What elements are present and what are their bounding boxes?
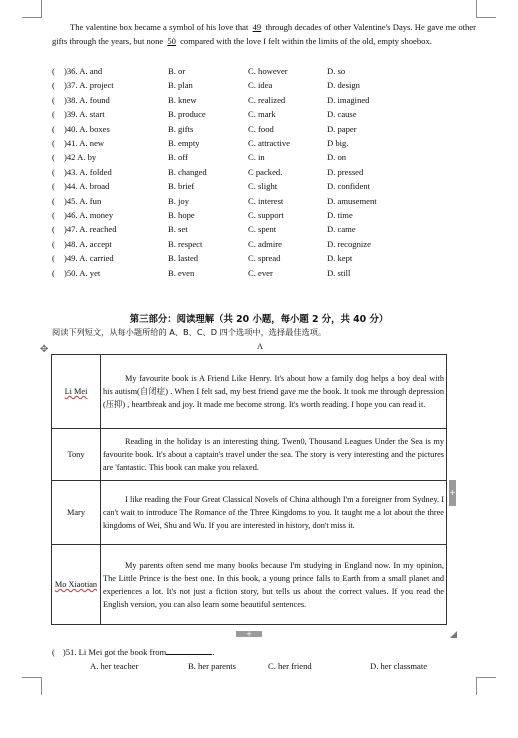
question-51 — [52, 645, 214, 659]
option-d: D. came — [327, 224, 356, 235]
question-stem: )51. Li Mei got the book from — [62, 647, 167, 657]
crop-mark-bottom-right-h — [476, 677, 496, 678]
option-d: D. amusement — [327, 195, 377, 206]
option-c: C. idea — [248, 80, 273, 91]
book-description[interactable] — [101, 355, 447, 429]
option-d: D. her classmate — [370, 661, 428, 671]
answer-paren[interactable]: ( — [52, 253, 55, 264]
option-c: C. spent — [248, 224, 277, 235]
table-row — [52, 429, 447, 481]
answer-paren[interactable]: ( — [52, 123, 55, 134]
table-row — [52, 545, 447, 625]
option-d: D. so — [327, 66, 346, 76]
person-name: Mo Xiaotian — [54, 580, 98, 589]
cloze-passage — [52, 20, 476, 49]
crop-mark-bottom-left-v — [41, 677, 42, 695]
crop-mark-bottom-right-v — [476, 677, 477, 695]
option-b: B. joy — [168, 195, 190, 206]
answer-paren[interactable]: ( — [52, 181, 55, 192]
option-a: )36. A. and — [64, 66, 103, 76]
option-a: )37. A. project — [64, 80, 114, 91]
answer-paren[interactable]: ( — [52, 210, 55, 220]
option-c: C. food — [248, 123, 274, 134]
option-d: D. cause — [327, 109, 357, 120]
person-name: Tony — [67, 450, 85, 459]
answer-paren[interactable]: ( — [52, 224, 55, 235]
table-row — [52, 481, 447, 545]
option-d: D. pressed — [327, 166, 364, 177]
answer-paren[interactable]: ( — [52, 267, 55, 278]
option-c: C. her friend — [268, 661, 312, 671]
option-c: C. spread — [248, 253, 281, 264]
option-d: D. confident — [327, 181, 370, 192]
answer-paren[interactable]: ( — [52, 138, 55, 148]
option-a: )43. A. folded — [64, 166, 112, 177]
option-b: B. gifts — [168, 123, 194, 134]
passage-text-3: compared with the love I felt within the limits of the old, empty shoebox. — [177, 36, 432, 47]
add-row-button[interactable]: + — [236, 631, 262, 637]
option-b: B. brief — [168, 181, 195, 192]
option-a: )38. A. found — [64, 94, 110, 105]
option-d: D. time — [327, 210, 353, 220]
answer-paren[interactable]: ( — [52, 195, 55, 206]
add-column-button[interactable]: + — [449, 480, 456, 506]
option-a: )49. A. carried — [64, 253, 114, 264]
option-b: B. lasted — [168, 253, 199, 264]
description-text: I like reading the Four Great Classical Novels of China although I'm a foreigner from Sydney. I can't wait to introduce The Romance of the Three Kingdoms to you. It taught me a lot about the three kingdoms of Wei, Shu and Wu. If you are interested in history, don't miss it. — [103, 495, 444, 530]
table-move-handle-icon[interactable]: ✥ — [40, 344, 49, 355]
passage-text-2: through decades of other Valentine's Days. He gave me other gifts through the years, but none — [52, 22, 476, 47]
option-c: C. attractive — [248, 138, 290, 148]
blank-49: 49 — [252, 22, 262, 32]
option-a: )50. A. yet — [64, 267, 101, 278]
option-c: C. support — [248, 210, 284, 220]
option-b: B. set — [168, 224, 188, 235]
question-51-options — [52, 659, 472, 673]
option-c: C. realized — [248, 94, 286, 105]
table-resize-handle[interactable] — [450, 631, 457, 638]
option-b: B. hope — [168, 210, 195, 220]
option-d: D. recognize — [327, 238, 371, 249]
option-c: C. mark — [248, 109, 276, 120]
crop-mark-top-left-v — [41, 0, 42, 18]
option-a: )44. A. broad — [64, 181, 110, 192]
description-text: Reading in the holiday is an interesting thing. Twen0, Thousand Leagues Under the Sea is my favourite book. It's about a captain's travel under the sea. The story is very interesting and the pictures are 'fantastic. This book can make you relaxed. — [103, 437, 444, 472]
option-b: B. respect — [168, 238, 203, 249]
table-row — [52, 355, 447, 429]
option-b: B. even — [168, 267, 195, 278]
option-a: )48. A. accept — [64, 238, 112, 249]
option-a: A. her teacher — [90, 661, 139, 671]
person-name-cell — [52, 481, 101, 545]
crop-mark-top-left-h — [22, 17, 42, 18]
reading-table — [51, 354, 447, 625]
book-description[interactable] — [101, 481, 447, 545]
option-b: B. plan — [168, 80, 193, 91]
answer-blank[interactable] — [166, 645, 215, 657]
option-b: B. off — [168, 152, 188, 163]
option-c: C. slight — [248, 181, 278, 192]
option-c: C. interest — [248, 195, 284, 206]
option-a: )42 A. by — [64, 152, 97, 163]
passage-label: A — [257, 342, 264, 351]
person-name-cell — [52, 545, 101, 625]
option-d: D big. — [327, 138, 349, 148]
answer-paren[interactable]: ( — [52, 166, 55, 177]
crop-mark-top-right-v — [476, 0, 477, 18]
person-name: Li Mei — [64, 387, 88, 396]
answer-paren[interactable]: ( — [52, 647, 55, 657]
passage-text-1: The valentine box became a symbol of his love that — [70, 22, 251, 32]
option-a: )41. A. new — [64, 138, 105, 148]
option-a: )45. A. fun — [64, 195, 102, 206]
book-description[interactable] — [101, 429, 447, 481]
section-instruction: 阅读下列短文，从每小题所给的 A、B、C、D 四个选项中，选择最佳选项。 — [52, 327, 327, 337]
option-d: D. kept — [327, 253, 353, 264]
option-c: C. however — [248, 66, 288, 76]
option-c: C. admire — [248, 238, 282, 249]
description-text: My favourite book is A Friend Like Henry. It's about how a family dog helps a boy deal with his autism(自闭症) . When I felt sad, my best friend gave me the book. It took me through depression (压抑) , heartbreak and joy. It made me become strong. It's worth reading. I hope you can read it. — [103, 374, 444, 409]
book-description[interactable] — [101, 545, 447, 625]
answer-paren[interactable]: ( — [52, 152, 55, 163]
answer-paren[interactable]: ( — [52, 109, 55, 120]
crop-mark-bottom-left-h — [22, 677, 42, 678]
answer-paren[interactable]: ( — [52, 66, 55, 76]
option-b: B. produce — [168, 109, 206, 120]
option-a: )46. A. money — [64, 210, 114, 220]
answer-paren[interactable]: ( — [52, 94, 55, 105]
option-b: B. empty — [168, 138, 200, 148]
option-a: )47. A. reached — [64, 224, 117, 235]
option-c: C. ever — [248, 267, 273, 278]
person-name: Mary — [67, 508, 85, 517]
option-d: D. still — [327, 267, 351, 278]
person-name-cell — [52, 355, 101, 429]
answer-paren[interactable]: ( — [52, 80, 55, 91]
option-d: D. design — [327, 80, 360, 91]
option-b: B. changed — [168, 166, 207, 177]
description-text: My parents often send me many books because I'm studying in England now. In my opinion, The Little Prince is the best one. In this book, a young prince falls to Earth from a small planet and experiences a lot. It's not just a fiction story, but tells us about the correct values. If you read the English version, you can also learn some beautiful sentences. — [103, 560, 444, 609]
option-c: C. in — [248, 152, 265, 163]
crop-mark-top-right-h — [476, 17, 496, 18]
option-b: B. knew — [168, 94, 197, 105]
blank-50: 50 — [167, 36, 176, 47]
option-c: C packed. — [248, 166, 283, 177]
option-a: )40. A. boxes — [64, 123, 110, 134]
option-d: D. imagined — [327, 94, 370, 105]
option-b: B. or — [168, 66, 186, 76]
person-name-cell — [52, 429, 101, 481]
option-a: )39. A. start — [64, 109, 105, 120]
stem-end: . — [212, 647, 215, 657]
option-d: D. paper — [327, 123, 357, 134]
option-b: B. her parents — [188, 661, 236, 671]
section-title: 第三部分：阅读理解（共 20 小题，每小题 2 分，共 40 分） — [129, 314, 389, 325]
answer-paren[interactable]: ( — [52, 238, 55, 249]
option-d: D. on — [327, 152, 347, 163]
